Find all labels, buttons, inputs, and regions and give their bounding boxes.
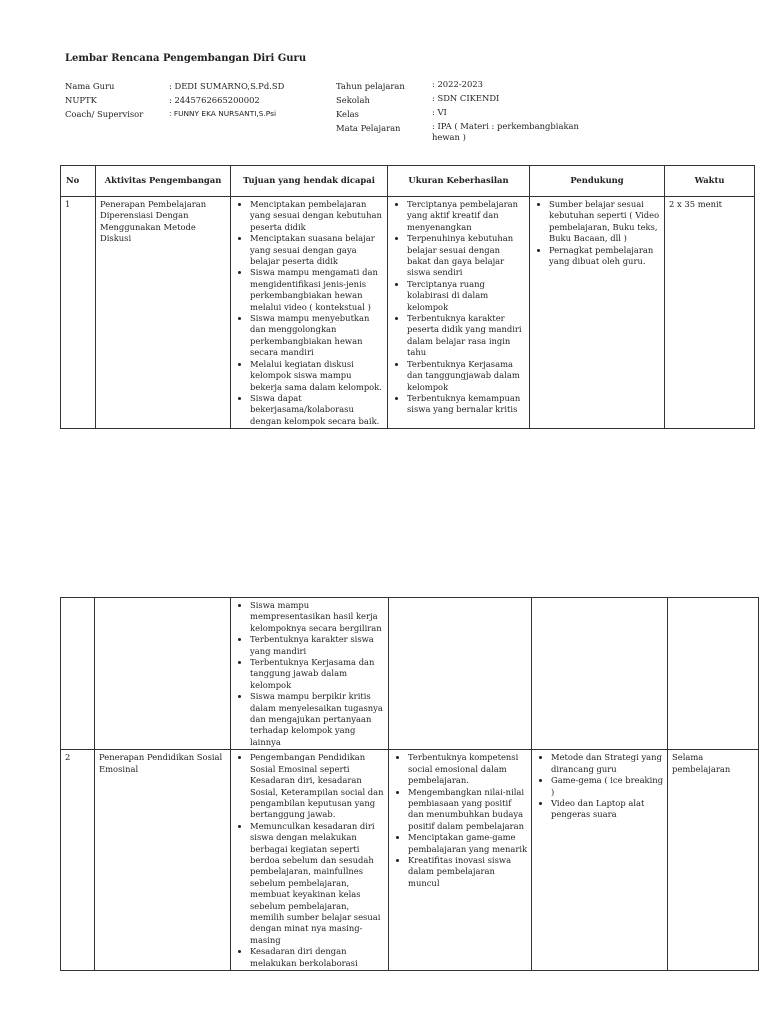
indicators-cell <box>388 197 530 429</box>
row-number <box>61 598 95 750</box>
header-goals: Tujuan yang hendak dicapai <box>231 166 388 197</box>
label-school-year: Tahun pelajaran <box>336 81 405 91</box>
list-item: • Kesadaran diri dengan melakukan berkolaborasi <box>250 946 385 969</box>
document-title: Lembar Rencana Pengembangan Diri Guru <box>65 53 307 64</box>
supports-list <box>534 199 661 267</box>
table-row <box>61 197 755 429</box>
list-item: • Pernagkat pembelajaran yang dibuat oleh guru. <box>549 245 661 268</box>
list-item: • Siswa mampu mempresentasikan hasil kerja kelompoknya secara bergiliran <box>250 600 385 634</box>
activity-cell <box>95 598 231 750</box>
list-item: • Terbentuknya kompetensi social emosional dalam pembelajaran. <box>408 752 528 786</box>
label-school: Sekolah <box>336 95 370 105</box>
goals-cell <box>231 598 389 750</box>
goals-list <box>235 752 385 969</box>
activity-cell: Penerapan Pembelajaran Diperensiasi Dengan Menggunakan Metode Diskusi <box>96 197 231 429</box>
development-plan-table <box>60 165 755 429</box>
table-row <box>61 750 759 971</box>
list-item: • Siswa mampu menyebutkan dan menggolongkan perkembangbiakan hewan secara mandiri <box>250 313 384 359</box>
indicators-cell <box>389 750 532 971</box>
info-row-coach <box>65 107 334 121</box>
value-nuptk: : 2445762665200002 <box>169 95 260 105</box>
goals-list <box>235 199 384 427</box>
activity-cell: Penerapan Pendidikan Sosial Emosinal <box>95 750 231 971</box>
list-item: • Game-gema ( ice breaking ) <box>551 775 664 798</box>
list-item: • Pengembangan Pendidikan Sosial Emosinal seperti Kesadaran diri, kesadaran Sosial, Keterampilan social dan pengambilan keputusan yang bertanggung jawab. <box>250 752 385 820</box>
info-row-class <box>336 107 592 121</box>
list-item: • Metode dan Strategi yang dirancang guru <box>551 752 664 775</box>
info-row-subject <box>336 121 592 143</box>
table-row <box>61 598 759 750</box>
supports-cell <box>532 598 668 750</box>
goals-list <box>235 600 385 748</box>
list-item: • Menciptakan suasana belajar yang sesuai dengan gaya belajar peserta didik <box>250 233 384 267</box>
value-subject: : IPA ( Materi : perkembangbiakan hewan ) <box>432 121 579 142</box>
supports-list <box>536 752 664 820</box>
list-item: • Terbentuknya kemampuan siswa yang bernalar kritis <box>407 393 526 416</box>
info-row-teacher-name <box>65 79 334 93</box>
list-item: • Menciptakan pembelajaran yang sesuai dengan kebutuhan peserta didik <box>250 199 384 233</box>
header-indicators: Ukuran Keberhasilan <box>388 166 530 197</box>
header-supports: Pendukung <box>530 166 665 197</box>
list-item: • Terciptanya ruang kolabirasi di dalam kelompok <box>407 279 526 313</box>
list-item: • Terpenuhinya kebutuhan belajar sesuai dengan bakat dan gaya belajar siswa sendiri <box>407 233 526 279</box>
label-class: Kelas <box>336 109 359 119</box>
supports-cell <box>530 197 665 429</box>
time-cell: 2 x 35 menit <box>665 197 755 429</box>
header-activity: Aktivitas Pengembangan <box>96 166 231 197</box>
info-row-school-year <box>336 79 592 93</box>
info-row-school <box>336 93 592 107</box>
table-header-row <box>61 166 755 197</box>
development-plan-table-continued <box>60 597 759 971</box>
goals-cell <box>231 750 389 971</box>
label-subject: Mata Pelajaran <box>336 123 401 133</box>
label-nuptk: NUPTK <box>65 95 97 105</box>
indicators-cell <box>389 598 532 750</box>
list-item: • Terciptanya pembelajaran yang aktif kreatif dan menyenangkan <box>407 199 526 233</box>
list-item: • Terbentuknya karakter siswa yang mandiri <box>250 634 385 657</box>
list-item: • Melalui kegiatan diskusi kelompok siswa mampu bekerja sama dalam kelompok. <box>250 359 384 393</box>
info-row-nuptk <box>65 93 334 107</box>
time-cell <box>668 598 759 750</box>
indicators-list <box>393 752 528 889</box>
indicators-list <box>392 199 526 416</box>
goals-cell <box>231 197 388 429</box>
value-school-year: : 2022-2023 <box>432 79 483 89</box>
row-number: 2 <box>61 750 95 971</box>
value-class: : VI <box>432 107 447 117</box>
list-item: • Video dan Laptop alat pengeras suara <box>551 798 664 821</box>
list-item: • Terbentuknya karakter peserta didik yang mandiri dalam belajar rasa ingin tahu <box>407 313 526 359</box>
list-item: • Memunculkan kesadaran diri siswa dengan melakukan berbagai kegiatan seperti berdoa sebelum dan sesudah pembelajaran, mainfullnes sebelum pembelajaran, membuat keyakinan kelas sebelum pembelajaran, memilih sumber belajar sesuai dengan minat nya masing-masing <box>250 821 385 946</box>
label-teacher-name: Nama Guru <box>65 81 115 91</box>
list-item: • Terbentuknya Kerjasama dan tanggungjawab dalam kelompok <box>407 359 526 393</box>
row-number: 1 <box>61 197 96 429</box>
header-no: No <box>61 166 96 197</box>
header-time: Waktu <box>665 166 755 197</box>
list-item: • Siswa mampu mengamati dan mengidentifikasi jenis-jenis perkembangbiakan hewan melalui video ( kontekstual ) <box>250 267 384 313</box>
list-item: • Sumber belajar sesuai kebutuhan seperti ( Video pembelajaran, Buku teks, Buku Bacaan, dll ) <box>549 199 661 245</box>
value-teacher-name: : DEDI SUMARNO,S.Pd.SD <box>169 81 285 91</box>
value-school: : SDN CIKENDI <box>432 93 500 103</box>
supports-cell <box>532 750 668 971</box>
list-item: • Siswa dapat bekerjasama/kolaborasu dengan kelompok secara baik. <box>250 393 384 427</box>
list-item: • Kreatifitas inovasi siswa dalam pembelajaran muncul <box>408 855 528 889</box>
teacher-info <box>65 79 334 121</box>
list-item: • Terbentuknya Kerjasama dan tanggung jawab dalam kelompok <box>250 657 385 691</box>
class-info <box>336 79 592 143</box>
list-item: • Mengembangkan nilai-nilai pembiasaan yang positif dan menumbuhkan budaya positif dalam pembelajaran <box>408 787 528 833</box>
label-coach: Coach/ Supervisor <box>65 109 144 119</box>
list-item: • Siswa mampu berpikir kritis dalam menyelesaikan tugasnya dan mengajukan pertanyaan terhadap kelompok yang lainnya <box>250 691 385 748</box>
list-item: • Menciptakan game-game pembalajaran yang menarik <box>408 832 528 855</box>
time-cell: Selama pembelajaran <box>668 750 759 971</box>
value-coach: : FUNNY EKA NURSANTI,S.Psi <box>169 109 277 118</box>
